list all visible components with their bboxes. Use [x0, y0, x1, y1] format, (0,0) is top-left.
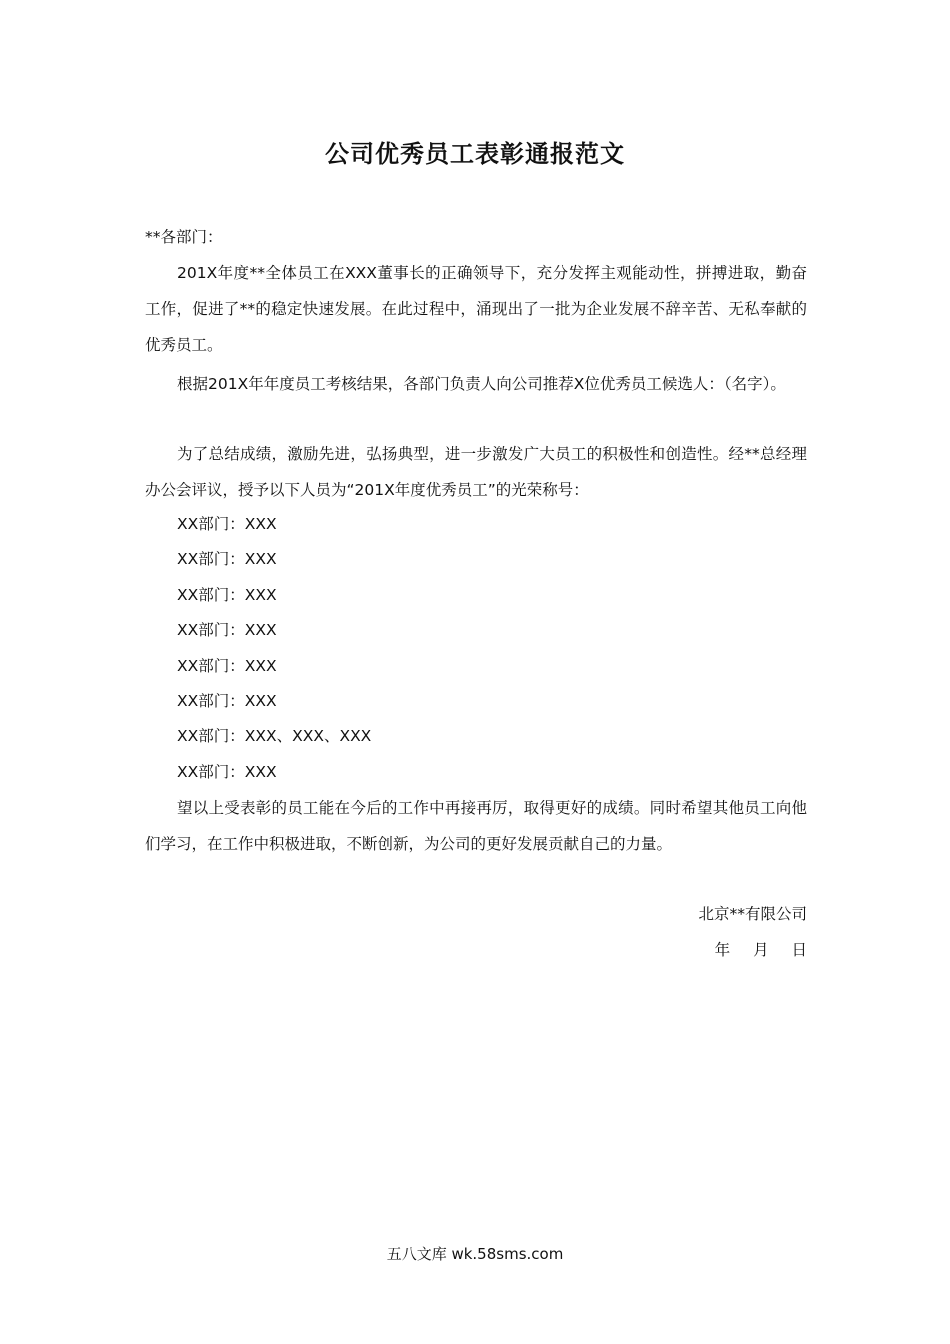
signature-date: 年 月 日	[714, 941, 807, 959]
footer-watermark: 五八文库 wk.58sms.com	[386, 1245, 564, 1263]
paragraph-award: 为了总结成绩，激励先进，弘扬典型，进一步激发广大员工的积极性和创造性。经**总经理办公会评议，授予以下人员为“201X年度优秀员工”的光荣称号：	[145, 445, 807, 499]
awardee-item: XX部门：XXX	[177, 585, 277, 604]
paragraph-candidates: 根据201X年年度员工考核结果，各部门负责人向公司推荐X位优秀员工候选人：（名字）。	[177, 375, 786, 393]
signature-company: 北京**有限公司	[698, 905, 807, 923]
awardee-list	[177, 507, 371, 790]
awardee-item: XX部门：XXX	[177, 550, 277, 569]
awardee-item: XX部门：XXX	[177, 515, 277, 533]
awardee-item: XX部门：XXX	[177, 656, 277, 675]
awardee-item: XX部门：XXX	[177, 621, 277, 640]
paragraph-intro: 201X年度**全体员工在XXX董事长的正确领导下，充分发挥主观能动性，拼搏进取，勤奋工作，促进了**的稳定快速发展。在此过程中，涌现出了一批为企业发展不辞辛苦、无私奉献的优秀员工。	[145, 264, 807, 354]
awardee-item: XX部门：XXX、XXX、XXX	[177, 727, 372, 746]
paragraph-closing: 望以上受表彰的员工能在今后的工作中再接再厉，取得更好的成绩。同时希望其他员工向他们学习，在工作中积极进取，不断创新，为公司的更好发展贡献自己的力量。	[145, 799, 807, 853]
awardee-item: XX部门：XXX	[177, 762, 277, 781]
awardee-item: XX部门：XXX	[177, 692, 277, 711]
salutation: **各部门：	[145, 228, 223, 246]
document-title: 公司优秀员工表彰通报范文	[325, 139, 625, 168]
